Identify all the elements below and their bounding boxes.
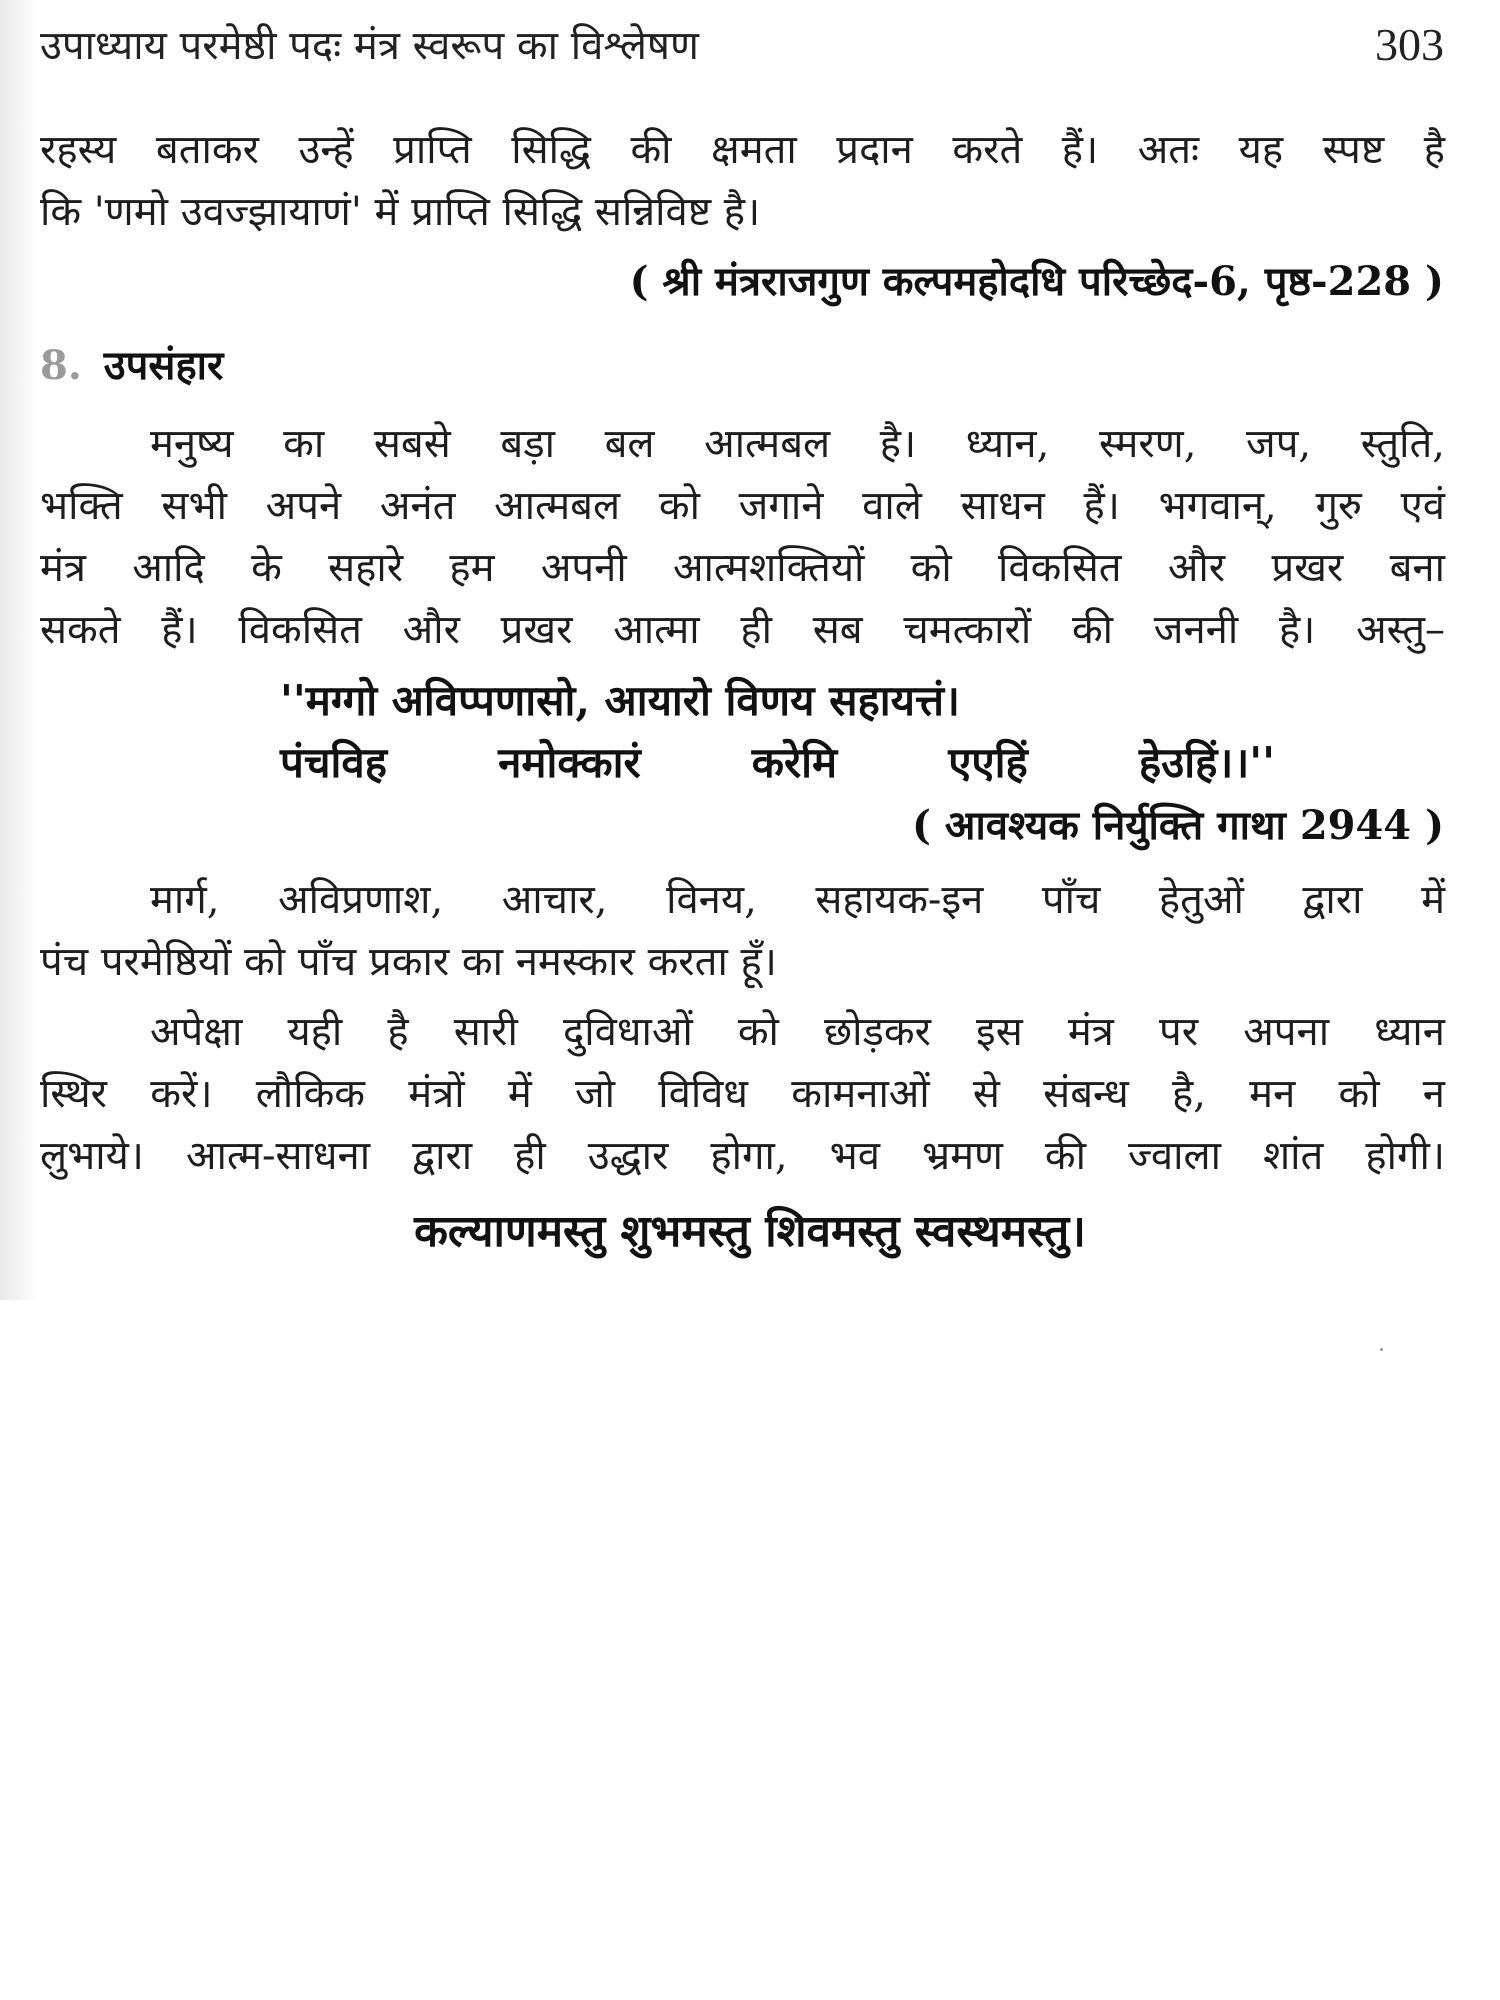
binding-shadow — [0, 0, 40, 1300]
verse-line-2 — [280, 738, 1275, 787]
para3-line-1: अपेक्षा यही है सारी दुविधाओं को छोड़कर इस मंत्र पर अपना ध्यान — [150, 1009, 1445, 1055]
section-heading — [40, 342, 224, 389]
intro-line-2: कि 'णमो उवज्झायाणं' में प्राप्ति सिद्धि सन्निविष्ट है। — [40, 189, 761, 235]
para1-line-1: मनुष्य का सबसे बड़ा बल आत्मबल है। ध्यान, स्मरण, जप, स्तुति, — [150, 421, 1445, 467]
section-title: उपसंहार — [103, 342, 224, 389]
closing-benediction: कल्याणमस्तु शुभमस्तु शिवमस्तु स्वस्थमस्तु। — [414, 1206, 1086, 1257]
intro-line-1: रहस्य बताकर उन्हें प्राप्ति सिद्धि की क्षमता प्रदान करते हैं। अतः यह स्पष्ट है — [40, 127, 1445, 173]
verse-word: पंचविह — [280, 738, 388, 787]
para1-line-4: सकते हैं। विकसित और प्रखर आत्मा ही सब चमत्कारों की जननी है। अस्तु– — [40, 607, 1445, 653]
para3-line-2: स्थिर करें। लौकिक मंत्रों में जो विविध कामनाओं से संबन्ध है, मन को न — [40, 1071, 1445, 1117]
verse-word: करेमि — [751, 738, 838, 787]
page-number: 303 — [1375, 19, 1444, 70]
verse-word: नमोक्कारं — [498, 738, 641, 787]
para1-line-3: मंत्र आदि के सहारे हम अपनी आत्मशक्तियों को विकसित और प्रखर बना — [40, 545, 1445, 591]
verse-word: एएहिं — [948, 738, 1028, 787]
section-number: 8. — [40, 342, 82, 389]
paper-speck — [1380, 1348, 1383, 1351]
para1-line-2: भक्ति सभी अपने अनंत आत्मबल को जगाने वाले साधन हैं। भगवान्, गुरु एवं — [40, 483, 1445, 529]
running-title: उपाध्याय परमेष्ठी पदः मंत्र स्वरूप का विश्लेषण — [40, 23, 699, 69]
verse-line-1: ''मग्गो अविप्पणासो, आयारो विणय सहायत्तं। — [280, 676, 960, 725]
para2-line-2: पंच परमेष्ठियों को पाँच प्रकार का नमस्कार करता हूँ। — [40, 939, 777, 985]
para2-line-1: मार्ग, अविप्रणाश, आचार, विनय, सहायक-इन पाँच हेतुओं द्वारा में — [150, 877, 1445, 923]
verse-word: हेउहिं।।'' — [1138, 738, 1275, 787]
para3-line-3: लुभाये। आत्म-साधना द्वारा ही उद्धार होगा, भव भ्रमण की ज्वाला शांत होगी। — [40, 1133, 1445, 1179]
intro-citation: ( श्री मंत्रराजगुण कल्पमहोदधि परिच्छेद-6, पृष्ठ-228 ) — [629, 258, 1444, 305]
verse-citation: ( आवश्यक निर्युक्ति गाथा 2944 ) — [911, 802, 1444, 849]
